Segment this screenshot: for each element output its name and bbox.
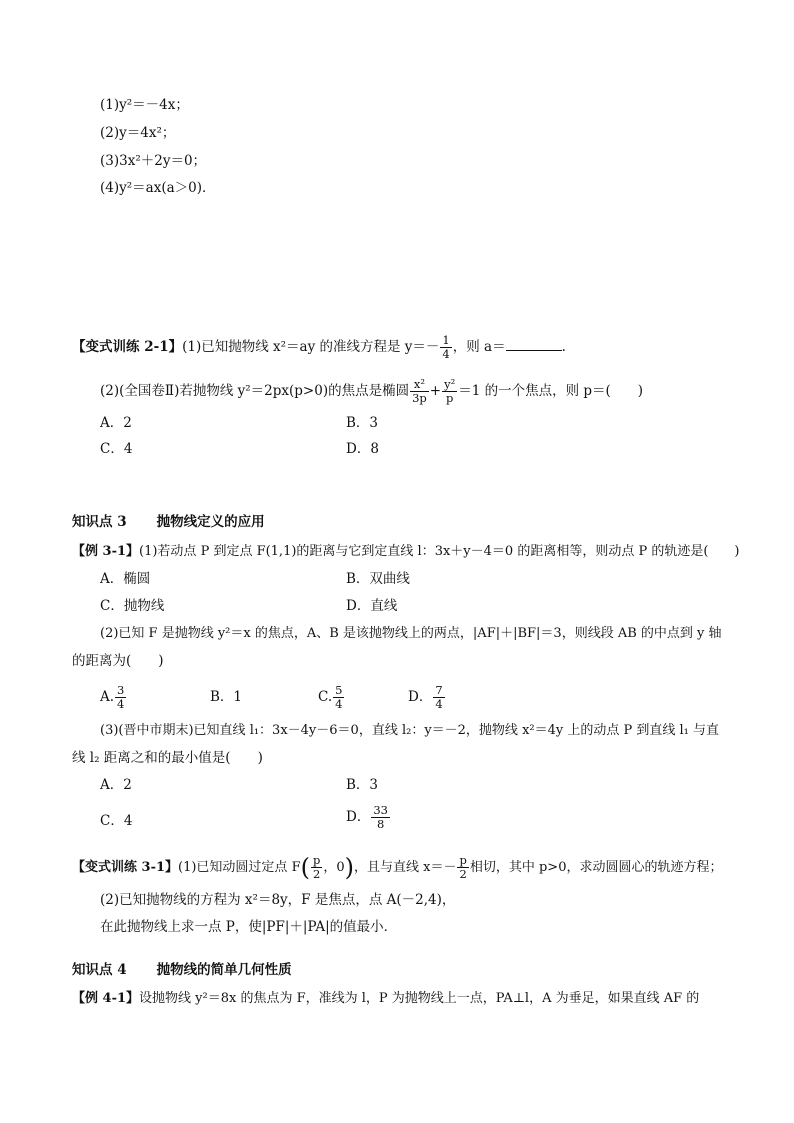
q1-option-d: D．直线 <box>346 598 398 614</box>
q1-option-c: C．抛物线 <box>100 598 165 614</box>
answer-blank <box>506 338 562 351</box>
bianshi-3-1-tag: 【变式训练 3-1】 <box>72 860 179 875</box>
q3-option-c: C．4 <box>100 813 133 829</box>
bianshi-2-1-q2-text-b: ＝1 的一个焦点，则 p＝( ) <box>458 383 644 399</box>
fraction-x2-3p: $\frac{\text{x²}}{3p}$ <box>412 377 427 405</box>
paren-open: ( <box>300 853 310 882</box>
plus-sign: + <box>429 383 442 399</box>
li-3-1-q2-line1: (2)已知 F 是抛物线 y²＝x 的焦点，A、B 是该抛物线上的两点，|AF|＋|BF|＝3，则线段 AB 的中点到 y 轴 <box>100 626 722 641</box>
bianshi-3-1-q1-text: (1)已知动圆过定点 F <box>178 860 301 875</box>
fraction-1-4: $\frac{1}{4}$ <box>442 333 450 361</box>
bianshi-2-1-q1-text-b: ，则 a＝ <box>452 339 506 355</box>
intro-item-3: (3)3x²＋2y＝0； <box>100 153 207 169</box>
section-4-heading <box>72 961 292 979</box>
q3-option-d: D． $\frac{33}{8}$ <box>346 803 388 831</box>
intro-item-2: (2)y＝4x²； <box>100 125 176 141</box>
q2-option-c: C. $\frac{5}{4}$ <box>318 683 343 711</box>
option-a: A．2 <box>100 415 132 431</box>
fraction-y2-p: $\frac{\text{y²}}{p}$ <box>444 377 456 405</box>
li-3-1-q1 <box>72 543 739 561</box>
q3-option-a: A．2 <box>100 777 132 793</box>
bianshi-2-1-q1-text: (1)已知抛物线 x²＝ay 的准线方程是 y＝－ <box>182 339 440 355</box>
option-d: D．8 <box>346 441 379 457</box>
q3-option-b: B．3 <box>346 777 379 793</box>
bianshi-3-1-part2-line1: (2)已知抛物线的方程为 x²＝8y，F 是焦点，点 A(－2,4)， <box>100 892 456 908</box>
li-3-1-q3-line1: (3)(晋中市期末)已知直线 l₁：3x－4y－6＝0，直线 l₂：y＝－2，抛物线 x²＝4y 上的动点 P 到直线 l₁ 与直 <box>100 723 720 738</box>
intro-item-1: (1)y²＝－4x； <box>100 97 189 113</box>
intro-item-4: (4)y²＝ax(a＞0)． <box>100 180 216 196</box>
q2-option-a: A. $\frac{3}{4}$ <box>100 683 125 711</box>
li-4-1-tag: 【例 4-1】 <box>72 991 140 1006</box>
li-4-1-text: 设抛物线 y²＝8x 的焦点为 F，准线为 l，P 为抛物线上一点，PA⊥l，A 为垂足，如果直线 AF 的 <box>139 991 700 1006</box>
section-4-label: 知识点 4 <box>72 962 127 978</box>
bianshi-2-1-q2-text: (2)(全国卷Ⅱ)若抛物线 y²＝2px(p>0)的焦点是椭圆 <box>100 383 410 399</box>
li-3-1-tag: 【例 3-1】 <box>72 544 140 559</box>
li-3-1-q2-line2: 的距离为( ) <box>72 653 164 669</box>
section-3-label: 知识点 3 <box>72 514 127 530</box>
q2-option-d: D． $\frac{7}{4}$ <box>408 683 443 711</box>
section-4-title: 抛物线的简单几何性质 <box>156 962 292 978</box>
section-3-title: 抛物线定义的应用 <box>156 514 265 530</box>
section-3-heading <box>72 513 265 531</box>
bianshi-2-1-tag: 【变式训练 2-1】 <box>72 339 183 355</box>
bianshi-2-1-part1 <box>72 334 566 361</box>
bianshi-2-1-part2 <box>100 378 643 405</box>
paren-close: ) <box>344 853 354 882</box>
q1-option-a: A．椭圆 <box>100 571 151 587</box>
li-3-1-q3-line2: 线 l₂ 距离之和的最小值是( ) <box>72 750 263 766</box>
option-c: C．4 <box>100 441 133 457</box>
li-3-1-q1-text: (1)若动点 P 到定点 F(1,1)的距离与它到定直线 l：3x＋y－4＝0 的距离相等，则动点 P 的轨迹是( ) <box>139 544 740 559</box>
option-b: B．3 <box>346 415 379 431</box>
li-4-1 <box>72 990 699 1008</box>
bianshi-3-1-part1: 【变式训练 3-1】(1)已知动圆过定点 F( $\frac{p}{2}$ ，0)，且与直线 x＝－ $\frac{p}{2}$ 相切，其中 p>0，求动圆圆心的轨迹方程； <box>72 853 723 882</box>
q2-option-b: B．1 <box>210 689 243 705</box>
period: . <box>561 339 566 355</box>
bianshi-3-1-part2-line2: 在此抛物线上求一点 P，使|PF|＋|PA|的值最小． <box>100 919 398 935</box>
q1-option-b: B．双曲线 <box>346 571 410 587</box>
